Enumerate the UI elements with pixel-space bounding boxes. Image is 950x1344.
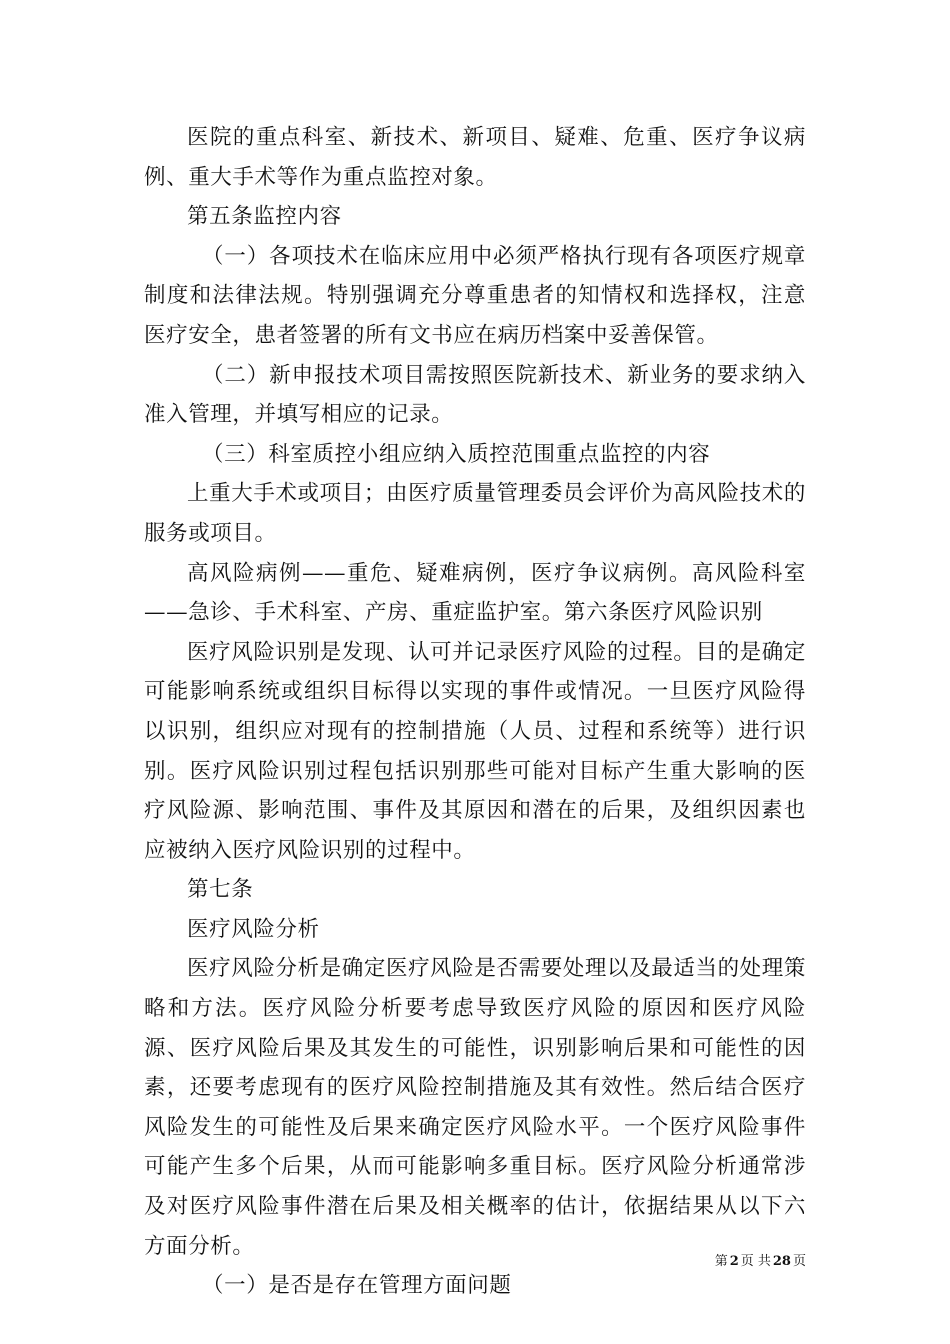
- paragraph-item-1: （一）各项技术在临床应用中必须严格执行现有各项医疗规章制度和法律法规。特别强调充分尊重患者的知情权和选择权，注意医疗安全，患者签署的所有文书应在病历档案中妥善保管。: [144, 243, 806, 348]
- heading-article-7: 第七条: [187, 877, 254, 903]
- paragraph-high-risk: 高风险病例——重危、疑难病例，医疗争议病例。高风险科室——急诊、手术科室、产房、重症监护室。第六条医疗风险识别: [144, 560, 806, 626]
- document-body: [144, 118, 806, 1306]
- footer-page-number: 2: [729, 1254, 739, 1269]
- footer-total-pages: 28: [772, 1254, 791, 1269]
- paragraph-analysis-item-1: （一）是否是存在管理方面问题: [202, 1273, 512, 1299]
- paragraph-risk-identification: 医疗风险识别是发现、认可并记录医疗风险的过程。目的是确定可能影响系统或组织目标得以实现的事件或情况。一旦医疗风险得以识别，组织应对现有的控制措施（人员、过程和系统等）进行识别。医疗风险识别过程包括识别那些可能对目标产生重大影响的医疗风险源、影响范围、事件及其原因和潜在的后果，及组织因素也应被纳入医疗风险识别的过程中。: [144, 639, 806, 863]
- paragraph-risk-analysis: 医疗风险分析是确定医疗风险是否需要处理以及最适当的处理策略和方法。医疗风险分析要考虑导致医疗风险的原因和医疗风险源、医疗风险后果及其发生的可能性，识别影响后果和可能性的因素，还要考虑现有的医疗风险控制措施及其有效性。然后结合医疗风险发生的可能性及后果来确定医疗风险水平。一个医疗风险事件可能产生多个后果，从而可能影响多重目标。医疗风险分析通常涉及对医疗风险事件潜在后果及相关概率的估计，依据结果从以下六方面分析。: [144, 956, 806, 1259]
- footer-middle: 页 共: [740, 1254, 771, 1269]
- paragraph-item-2: （二）新申报技术项目需按照医院新技术、新业务的要求纳入准入管理，并填写相应的记录。: [144, 362, 806, 428]
- paragraph-item-3: （三）科室质控小组应纳入质控范围重点监控的内容: [202, 441, 711, 467]
- page-number-footer: [715, 1250, 806, 1269]
- footer-prefix: 第: [714, 1254, 728, 1269]
- heading-article-5: 第五条监控内容: [187, 204, 342, 230]
- heading-risk-analysis: 医疗风险分析: [187, 916, 320, 942]
- paragraph-key-monitoring-objects: 医院的重点科室、新技术、新项目、疑难、危重、医疗争议病例、重大手术等作为重点监控对象。: [144, 125, 806, 190]
- paragraph-major-surgery: 上重大手术或项目；由医疗质量管理委员会评价为高风险技术的服务或项目。: [144, 481, 806, 546]
- footer-suffix: 页: [792, 1254, 806, 1269]
